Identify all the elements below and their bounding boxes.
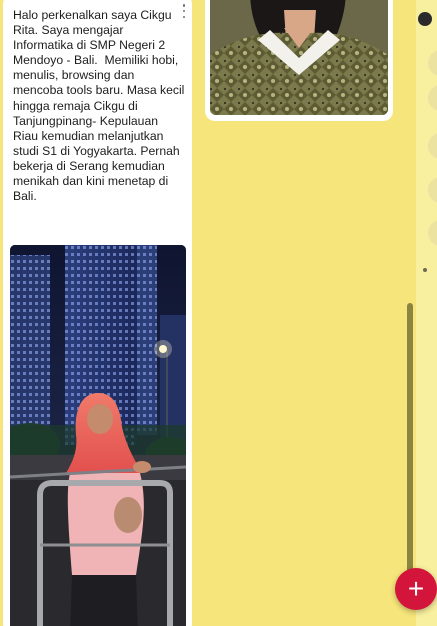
side-placeholder bbox=[428, 220, 437, 246]
side-placeholder bbox=[428, 85, 437, 111]
plus-icon: + bbox=[407, 573, 425, 604]
side-placeholder bbox=[428, 50, 437, 76]
post-body-text: Halo perkenalkan saya Cikgu Rita. Saya mengajar Informatika di SMP Negeri 2 Mendoyo - Bali. Memiliki hobi, menulis, browsing dan mencoba tools baru. Masa kecil hingga remaja Cikgu di Tanjungpinang- Kepulauan Riau kemudian melanjutkan studi S1 di Yogyakarta. Pernah bekerja di Serang kemudian menikah dan kini menetap di Bali. bbox=[13, 8, 188, 204]
scrollbar-thumb[interactable] bbox=[407, 303, 413, 578]
side-placeholder bbox=[428, 177, 437, 203]
portrait-photo[interactable] bbox=[210, 0, 388, 115]
post-photo[interactable] bbox=[10, 245, 186, 626]
add-post-button[interactable] bbox=[395, 568, 437, 610]
side-column bbox=[416, 0, 437, 626]
post-card-2[interactable] bbox=[205, 0, 393, 121]
post-card[interactable] bbox=[3, 0, 192, 626]
side-placeholder bbox=[428, 133, 437, 159]
avatar[interactable] bbox=[418, 12, 432, 26]
dot-icon bbox=[423, 268, 427, 272]
